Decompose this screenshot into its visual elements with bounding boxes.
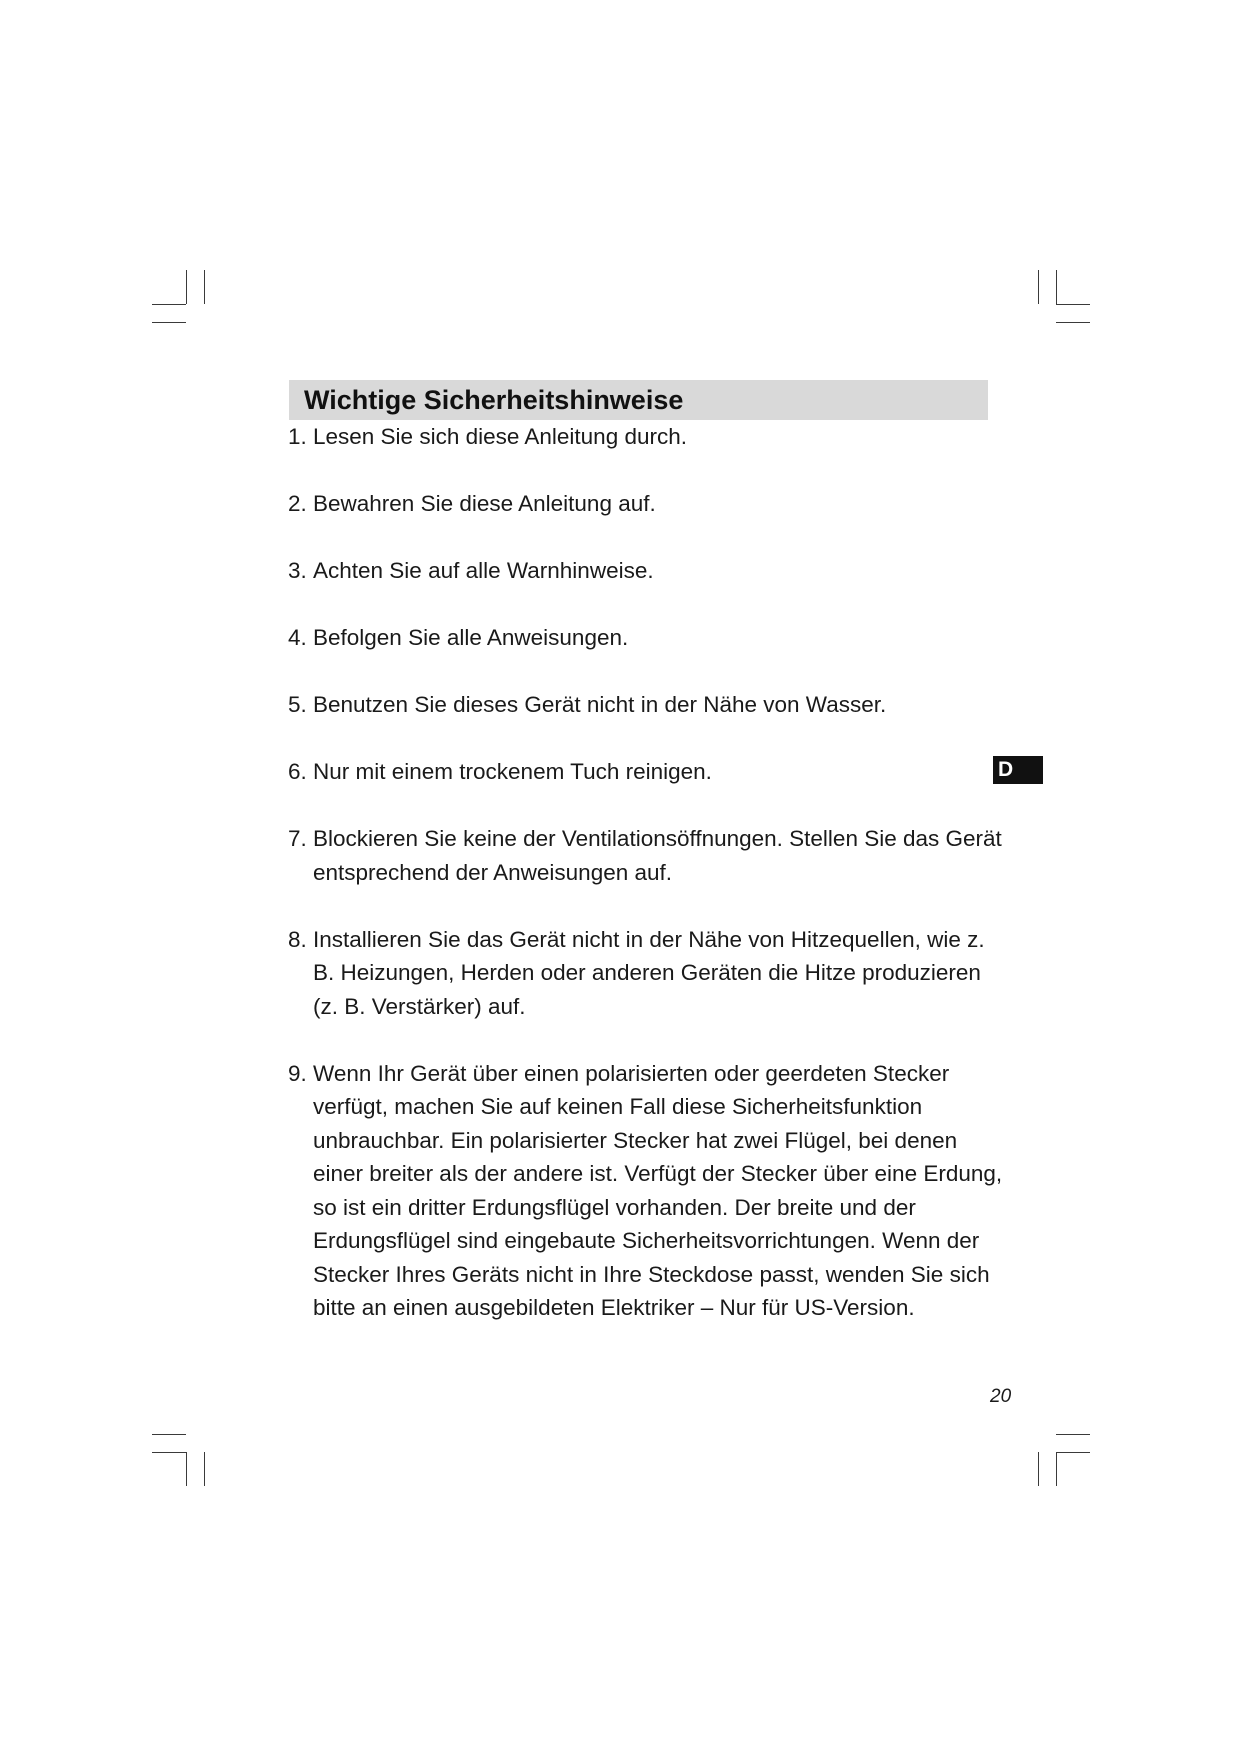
list-item bbox=[288, 923, 1008, 1024]
list-item bbox=[288, 420, 1008, 454]
item-text: Bewahren Sie diese Anleitung auf. bbox=[313, 491, 656, 516]
language-tab-badge bbox=[993, 756, 1043, 784]
crop-mark bbox=[1056, 322, 1090, 323]
item-number: 8. bbox=[288, 926, 307, 952]
list-item bbox=[288, 621, 1008, 655]
list-item bbox=[288, 688, 1008, 722]
crop-mark bbox=[152, 322, 186, 323]
crop-mark bbox=[1038, 270, 1039, 304]
item-number: 5. bbox=[288, 692, 307, 717]
crop-mark bbox=[186, 270, 187, 304]
item-text: Blockieren Sie keine der Ventilationsöffnungen. Stellen Sie das Gerät entsprechend der Anweisungen auf. bbox=[313, 826, 1002, 885]
item-number: 2. bbox=[288, 491, 307, 516]
crop-mark bbox=[1056, 1452, 1057, 1486]
item-text: Benutzen Sie dieses Gerät nicht in der Nähe von Wasser. bbox=[313, 692, 887, 717]
crop-mark bbox=[204, 270, 205, 304]
list-item bbox=[288, 822, 1008, 889]
item-text: Nur mit einem trockenem Tuch reinigen. bbox=[313, 759, 712, 784]
list-item bbox=[288, 755, 1008, 789]
item-number: 4. bbox=[288, 625, 307, 650]
crop-mark bbox=[1056, 1434, 1090, 1435]
page-number: 20 bbox=[990, 1386, 1012, 1407]
language-tab-label: D bbox=[998, 758, 1014, 781]
item-number: 6. bbox=[288, 759, 307, 784]
list-item bbox=[288, 1057, 1008, 1325]
item-text: Installieren Sie das Gerät nicht in der Nähe von Hitzequellen, wie z. B. Heizungen, Herden oder anderen Geräten die Hitze produzieren (z. B. Verstärker) auf. bbox=[313, 926, 985, 1019]
item-text: Lesen Sie sich diese Anleitung durch. bbox=[313, 424, 687, 449]
crop-mark bbox=[204, 1452, 205, 1486]
crop-mark bbox=[186, 1452, 187, 1486]
list-item bbox=[288, 487, 1008, 521]
crop-mark bbox=[1038, 1452, 1039, 1486]
item-number: 1. bbox=[288, 424, 307, 449]
crop-mark bbox=[152, 1452, 186, 1453]
item-text: Befolgen Sie alle Anweisungen. bbox=[313, 625, 629, 650]
crop-mark bbox=[1056, 1452, 1090, 1453]
safety-instructions-list bbox=[288, 420, 1008, 1358]
item-text: Achten Sie auf alle Warnhinweise. bbox=[313, 558, 654, 583]
item-number: 9. bbox=[288, 1060, 307, 1086]
item-number: 7. bbox=[288, 826, 307, 851]
crop-mark bbox=[1056, 304, 1090, 305]
section-title: Wichtige Sicherheitshinweise bbox=[304, 385, 684, 415]
crop-mark bbox=[152, 304, 186, 305]
crop-mark bbox=[1056, 270, 1057, 304]
list-item bbox=[288, 554, 1008, 588]
item-number: 3. bbox=[288, 558, 307, 583]
item-text: Wenn Ihr Gerät über einen polarisierten oder geerdeten Stecker verfügt, machen Sie auf keinen Fall diese Sicherheitsfunktion unbrauchbar. Ein polarisierter Stecker hat zwei Flügel, bei denen einer breiter als der andere ist. Verfügt der Stecker über eine Erdung, so ist ein dritter Erdungsflügel vorhanden. Der breite und der Erdungsflügel sind eingebaute Sicherheitsvorrichtungen. Wenn der Stecker Ihres Geräts nicht in Ihre Steckdose passt, wenden Sie sich bitte an einen ausgebildeten Elektriker – Nur für US-Version. bbox=[313, 1060, 1003, 1320]
crop-mark bbox=[152, 1434, 186, 1435]
